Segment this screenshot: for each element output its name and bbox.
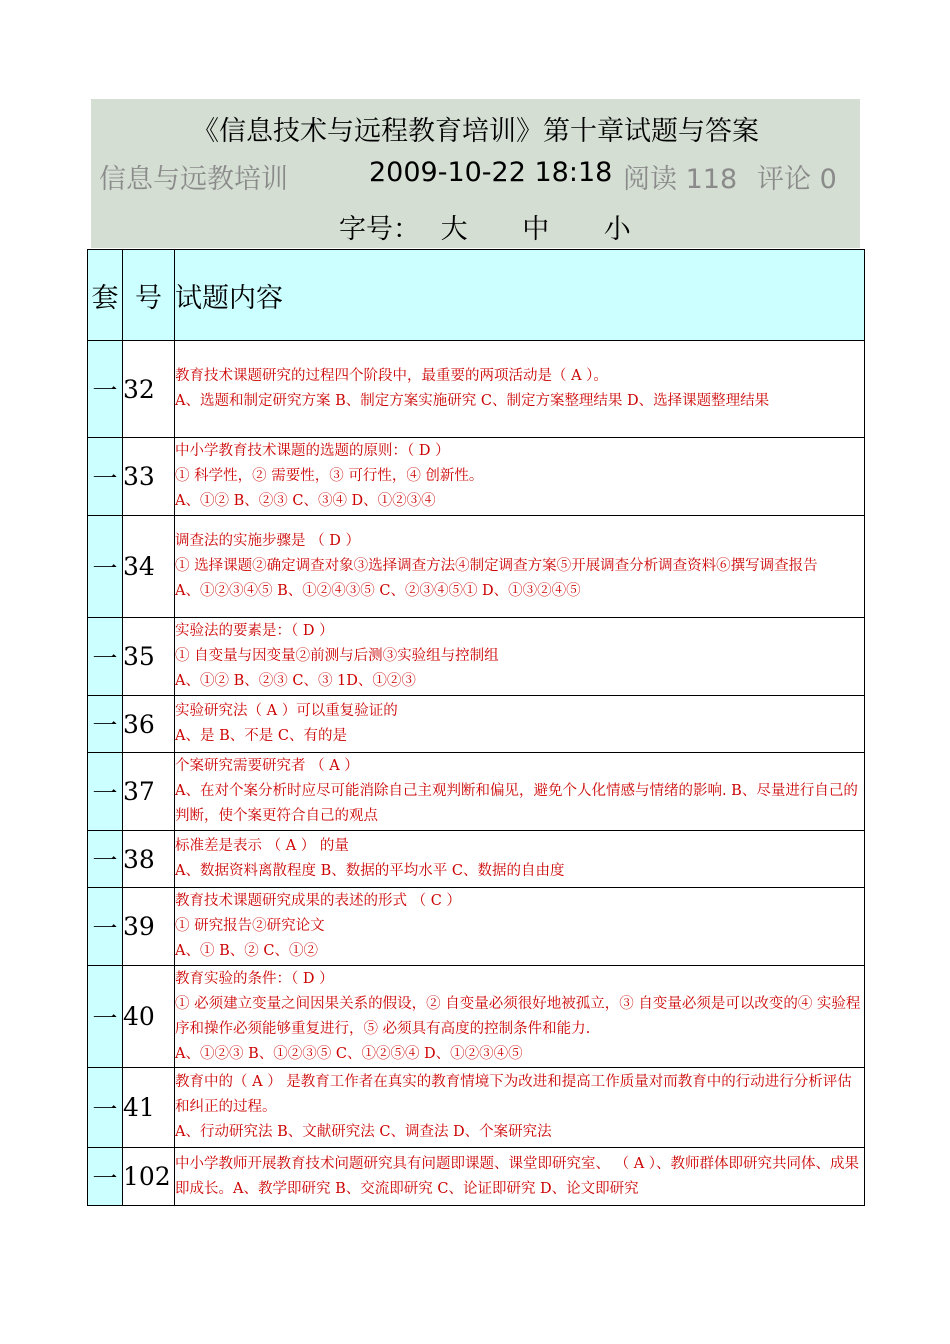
- question-text-line: A、选题和制定研究方案 B、制定方案实施研究 C、制定方案整理结果 D、选择课题整理结果: [175, 393, 770, 409]
- question-text-line: ① 科学性，② 需要性，③ 可行性，④ 创新性。: [175, 468, 484, 484]
- row-set-cell: 一: [88, 1068, 123, 1148]
- column-header-set: 套: [88, 250, 123, 341]
- font-size-label: 字号：: [339, 214, 420, 245]
- row-content-cell: [175, 966, 865, 1068]
- row-content-cell: [175, 341, 865, 438]
- question-text-line: ① 研究报告②研究论文: [175, 918, 325, 934]
- row-number-cell: 33: [123, 438, 175, 516]
- row-set-cell: 一: [88, 696, 123, 753]
- row-number-cell: 35: [123, 618, 175, 696]
- table-row: [88, 888, 865, 966]
- row-set-cell: 一: [88, 888, 123, 966]
- row-content-cell: [175, 1068, 865, 1148]
- table-row: [88, 341, 865, 438]
- source-link[interactable]: 信息与远教培训: [99, 164, 288, 195]
- question-text-line: 教育技术课题研究成果的表述的形式 （ C ）: [175, 893, 461, 909]
- question-text-line: 标准差是表示 （ A ） 的量: [175, 838, 349, 854]
- table-row: [88, 831, 865, 888]
- table-header-row: [88, 250, 865, 341]
- font-size-medium-button[interactable]: 中: [522, 214, 550, 245]
- row-content-cell: [175, 888, 865, 966]
- question-text-line: A、①②③ B、①②③⑤ C、①②⑤④ D、①②③④⑤: [175, 1045, 523, 1062]
- question-text-line: 实验法的要素是：（ D ）: [175, 623, 334, 639]
- question-text-line: 教育中的（ A ） 是教育工作者在真实的教育情境下为改进和提高工作质量对而教育中的行动进行分析评估和纠正的过程。: [175, 1074, 852, 1115]
- question-rows: [88, 341, 865, 1206]
- question-text-line: ① 选择课题②确定调查对象③选择调查方法④制定调查方案⑤开展调查分析调查资料⑥撰写调查报告: [175, 558, 818, 574]
- row-set-cell: 一: [88, 618, 123, 696]
- table-row: [88, 753, 865, 831]
- font-size-large-button[interactable]: 大: [440, 214, 468, 245]
- row-content-cell: [175, 753, 865, 831]
- row-content-cell: [175, 696, 865, 753]
- article-title: 《信息技术与远程教育培训》第十章试题与答案: [192, 116, 759, 147]
- font-size-small-button[interactable]: 小: [603, 214, 631, 245]
- row-number-cell: 41: [123, 1068, 175, 1148]
- question-text-line: 实验研究法（ A ）可以重复验证的: [175, 703, 398, 719]
- row-content-cell: [175, 516, 865, 618]
- row-number-cell: 36: [123, 696, 175, 753]
- font-size-selector: [339, 207, 631, 246]
- row-number-cell: 34: [123, 516, 175, 618]
- row-set-cell: 一: [88, 438, 123, 516]
- row-set-cell: 一: [88, 831, 123, 888]
- question-text-line: 教育技术课题研究的过程四个阶段中，最重要的两项活动是（ A ）。: [175, 368, 608, 384]
- table-row: [88, 1148, 865, 1206]
- read-count: 阅读 118: [623, 164, 738, 195]
- table-row: [88, 618, 865, 696]
- comment-count[interactable]: 评论 0: [757, 164, 837, 195]
- question-text-line: A、数据资料离散程度 B、数据的平均水平 C、数据的自由度: [175, 863, 565, 879]
- row-content-cell: [175, 831, 865, 888]
- row-set-cell: 一: [88, 1148, 123, 1206]
- post-datetime: 2009-10-22 18:18: [369, 157, 613, 188]
- row-set-cell: 一: [88, 516, 123, 618]
- question-text-line: A、在对个案分析时应尽可能消除自己主观判断和偏见，避免个人化情感与情绪的影响. B、尽量进行自己的判断，使个案更符合自己的观点: [175, 783, 858, 824]
- row-number-cell: 37: [123, 753, 175, 831]
- column-header-number: 号: [123, 250, 175, 341]
- row-set-cell: 一: [88, 966, 123, 1068]
- row-number-cell: 40: [123, 966, 175, 1068]
- question-text-line: 个案研究需要研究者 （ A ）: [175, 758, 359, 774]
- row-number-cell: 102: [123, 1148, 175, 1206]
- row-content-cell: [175, 438, 865, 516]
- table-row: [88, 516, 865, 618]
- table-row: [88, 696, 865, 753]
- row-content-cell: [175, 618, 865, 696]
- row-number-cell: 38: [123, 831, 175, 888]
- question-text-line: A、①② B、②③ C、③④ D、①②③④: [175, 493, 436, 509]
- article-header: [91, 99, 860, 248]
- question-text-line: A、行动研究法 B、文献研究法 C、调查法 D、个案研究法: [175, 1124, 552, 1140]
- question-text-line: 教育实验的条件：（ D ）: [175, 970, 334, 987]
- question-text-line: A、① B、② C、①②: [175, 943, 318, 959]
- row-content-cell: [175, 1148, 865, 1206]
- question-text-line: A、①② B、②③ C、③ 1D、①②③: [175, 673, 416, 689]
- question-text-line: A、是 B、不是 C、有的是: [175, 728, 347, 744]
- row-set-cell: 一: [88, 753, 123, 831]
- table-row: [88, 438, 865, 516]
- table-row: [88, 966, 865, 1068]
- question-text-line: A、①②③④⑤ B、①②④③⑤ C、②③④⑤① D、①③②④⑤: [175, 583, 581, 599]
- column-header-content: 试题内容: [175, 250, 865, 341]
- question-table: [87, 249, 865, 1206]
- table-row: [88, 1068, 865, 1148]
- question-text-line: 中小学教育技术课题的选题的原则：（ D ）: [175, 443, 450, 459]
- question-text-line: 中小学教师开展教育技术问题研究具有问题即课题、课堂即研究室、 （ A ）、教师群体即研究共同体、成果即成长。A、教学即研究 B、交流即研究 C、论证即研究 D、论文即研究: [175, 1155, 860, 1197]
- row-number-cell: 39: [123, 888, 175, 966]
- question-text-line: 调查法的实施步骤是 （ D ）: [175, 533, 360, 549]
- question-text-line: ① 自变量与因变量②前测与后测③实验组与控制组: [175, 648, 499, 664]
- question-text-line: ① 必须建立变量之间因果关系的假设，② 自变量必须很好地被孤立，③ 自变量必须是可以改变的④ 实验程序和操作必须能够重复进行，⑤ 必须具有高度的控制条件和能力.: [175, 995, 861, 1037]
- row-set-cell: 一: [88, 341, 123, 438]
- row-number-cell: 32: [123, 341, 175, 438]
